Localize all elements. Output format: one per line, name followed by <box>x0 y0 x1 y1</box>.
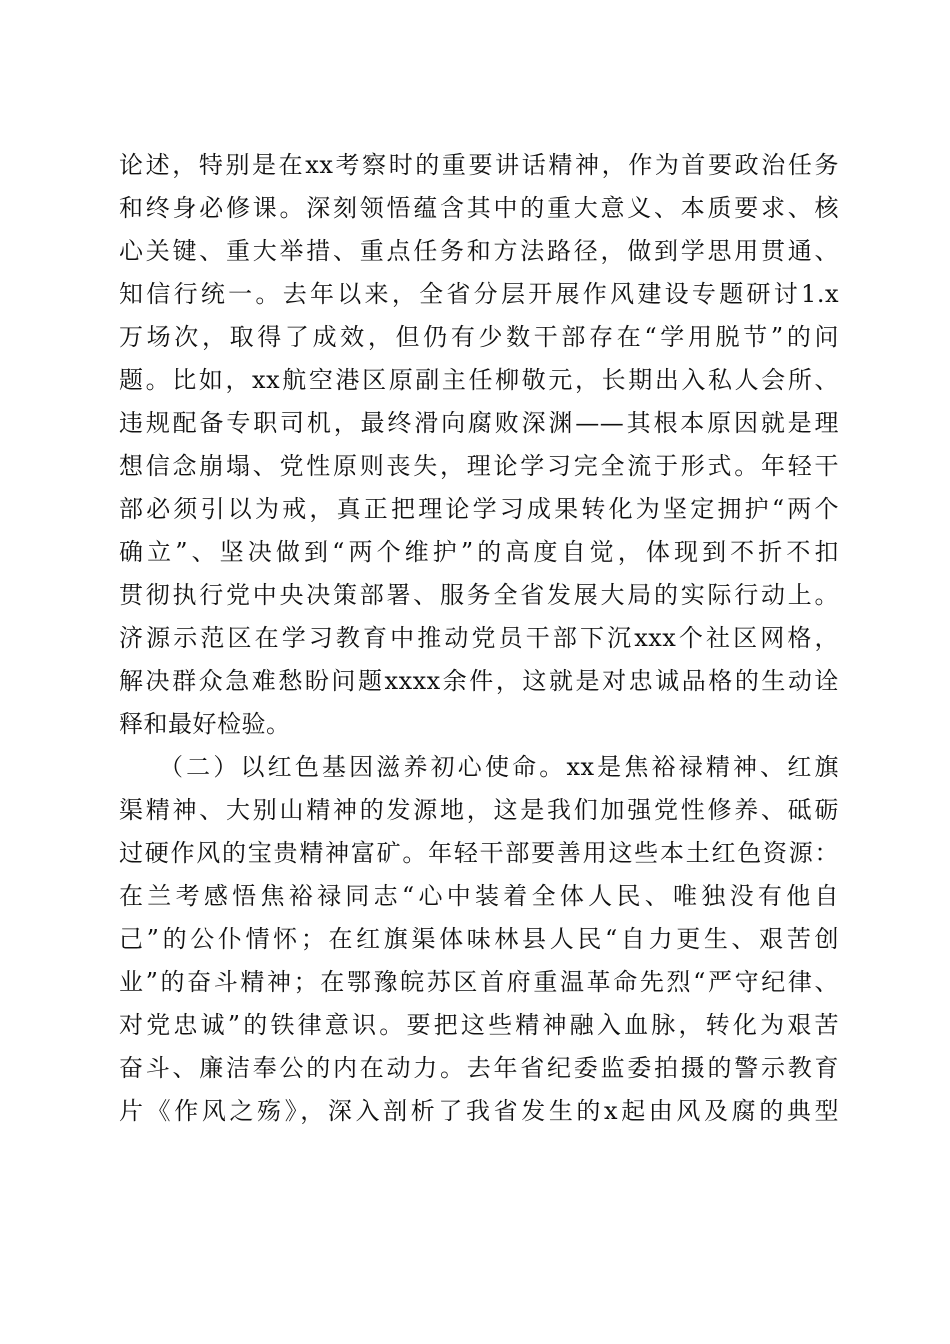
text-line: 片《作风之殇》，深入剖析了我省发生的x起由风及腐的典型 <box>119 1097 839 1125</box>
section-heading-line: （二）以红色基因滋养初心使命。xx是焦裕禄精神、红旗 <box>159 753 839 781</box>
text-line: 贯彻执行党中央决策部署、服务全省发展大局的实际行动上。 <box>119 581 839 609</box>
text-line: 心关键、重大举措、重点任务和方法路径，做到学思用贯通、 <box>119 237 839 265</box>
text-line: 论述，特别是在xx考察时的重要讲话精神，作为首要政治任务 <box>119 151 839 179</box>
text-line: 对党忠诚”的铁律意识。要把这些精神融入血脉，转化为艰苦 <box>119 1011 839 1039</box>
text-line: 奋斗、廉洁奉公的内在动力。去年省纪委监委拍摄的警示教育 <box>119 1054 839 1082</box>
text-line: 业”的奋斗精神；在鄂豫皖苏区首府重温革命先烈“严守纪律、 <box>119 968 839 996</box>
text-line: 和终身必修课。深刻领悟蕴含其中的重大意义、本质要求、核 <box>119 194 839 222</box>
text-line: 想信念崩塌、党性原则丧失，理论学习完全流于形式。年轻干 <box>119 452 839 480</box>
text-line: 己”的公仆情怀；在红旗渠体味林县人民“自力更生、艰苦创 <box>119 925 839 953</box>
text-line: 部必须引以为戒，真正把理论学习成果转化为坚定拥护“两个 <box>119 495 839 523</box>
paragraph-1 <box>119 144 839 746</box>
text-line: 释和最好检验。 <box>119 710 291 738</box>
document-body <box>119 144 839 1133</box>
text-line: 在兰考感悟焦裕禄同志“心中装着全体人民、唯独没有他自 <box>119 882 839 910</box>
text-line: 济源示范区在学习教育中推动党员干部下沉xxx个社区网格， <box>119 624 839 652</box>
text-line: 违规配备专职司机，最终滑向腐败深渊——其根本原因就是理 <box>119 409 839 437</box>
text-line: 知信行统一。去年以来，全省分层开展作风建设专题研讨1.x <box>119 280 839 308</box>
text-line: 解决群众急难愁盼问题xxxx余件，这就是对忠诚品格的生动诠 <box>119 667 839 695</box>
text-line: 题。比如，xx航空港区原副主任柳敬元，长期出入私人会所、 <box>119 366 839 394</box>
text-line: 过硬作风的宝贵精神富矿。年轻干部要善用这些本土红色资源： <box>119 839 839 867</box>
paragraph-2 <box>119 746 839 1133</box>
text-line: 确立”、坚决做到“两个维护”的高度自觉，体现到不折不扣 <box>119 538 839 566</box>
text-line: 渠精神、大别山精神的发源地，这是我们加强党性修养、砥砺 <box>119 796 839 824</box>
text-line: 万场次，取得了成效，但仍有少数干部存在“学用脱节”的问 <box>119 323 839 351</box>
